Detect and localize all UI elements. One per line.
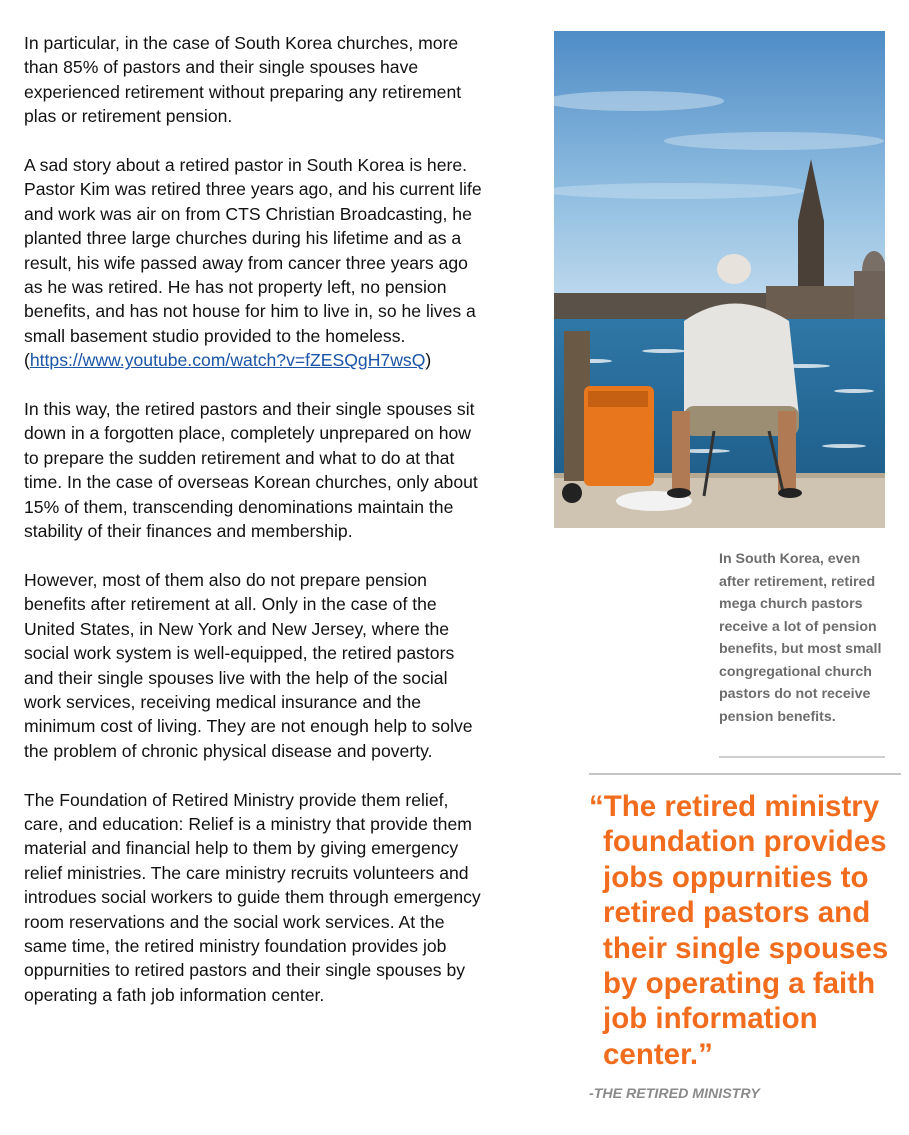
- photo-caption: In South Korea, even after retirement, retired mega church pastors receive a lot of pension benefits, but most small congregational church pastors do not receive pension benefits.: [719, 551, 882, 725]
- paragraph-5: The Foundation of Retired Ministry provide them relief, care, and education: Relief is a ministry that provide them material and financial help to them by giving emergency relief ministries. The care ministry recruits volunteers and introdues social workers to guide them through emergency room reservations and the social work services. At the same time, the retired ministry foundation provides job oppurnities to retired pastors and their single spouses by operating a fath job information center.: [24, 789, 481, 1005]
- paragraph-2: [24, 153, 486, 373]
- article-body: [24, 31, 486, 1032]
- photo-sky: [554, 31, 885, 321]
- caption-divider: [719, 756, 885, 758]
- retired-man-photo: [554, 31, 885, 528]
- paragraph-1: In particular, in the case of South Korea churches, more than 85% of pastors and their single spouses have experienced retirement without preparing any retirement plas or retirement pension.: [24, 33, 462, 127]
- quote-divider: [589, 773, 901, 775]
- pull-quote: “The retired ministry foundation provides jobs oppurnities to retired pastors and their single spouses by operating a faith job information center.”: [589, 790, 889, 1071]
- quote-attribution: -THE RETIRED MINISTRY: [589, 1086, 760, 1102]
- paragraph-4: However, most of them also do not prepare pension benefits after retirement at all. Only in the case of the United States, in New York and New Jersey, where the social work system is well-equipped, the retired pastors and their single spouses live with the help of the social work services, receiving medical insurance and the minimum cost of living. They are not enough help to solve the problem of chronic physical disease and poverty.: [24, 569, 473, 761]
- close-paren: ): [425, 350, 432, 371]
- open-paren: (: [24, 350, 30, 371]
- youtube-link[interactable]: https://www.youtube.com/watch?v=fZESQgH7wsQ: [29, 350, 426, 371]
- paragraph-2-text: A sad story about a retired pastor in South Korea is here. Pastor Kim was retired three years ago, and his current life and work was air on from CTS Christian Broadcasting, he planted three large churches during his lifetime and as a result, his wife passed away from cancer three years ago as he was retired. He has not property left, no pension benefits, and has not house for him to live in, so he lives a small basement studio provided to the homeless.: [24, 155, 482, 346]
- paragraph-3: In this way, the retired pastors and their single spouses sit down in a forgotten place, completely unprepared on how to prepare the sudden retirement and what to do at that time. In the case of overseas Korean churches, only about 15% of them, transcending denominations maintain the stability of their finances and membership.: [24, 399, 478, 542]
